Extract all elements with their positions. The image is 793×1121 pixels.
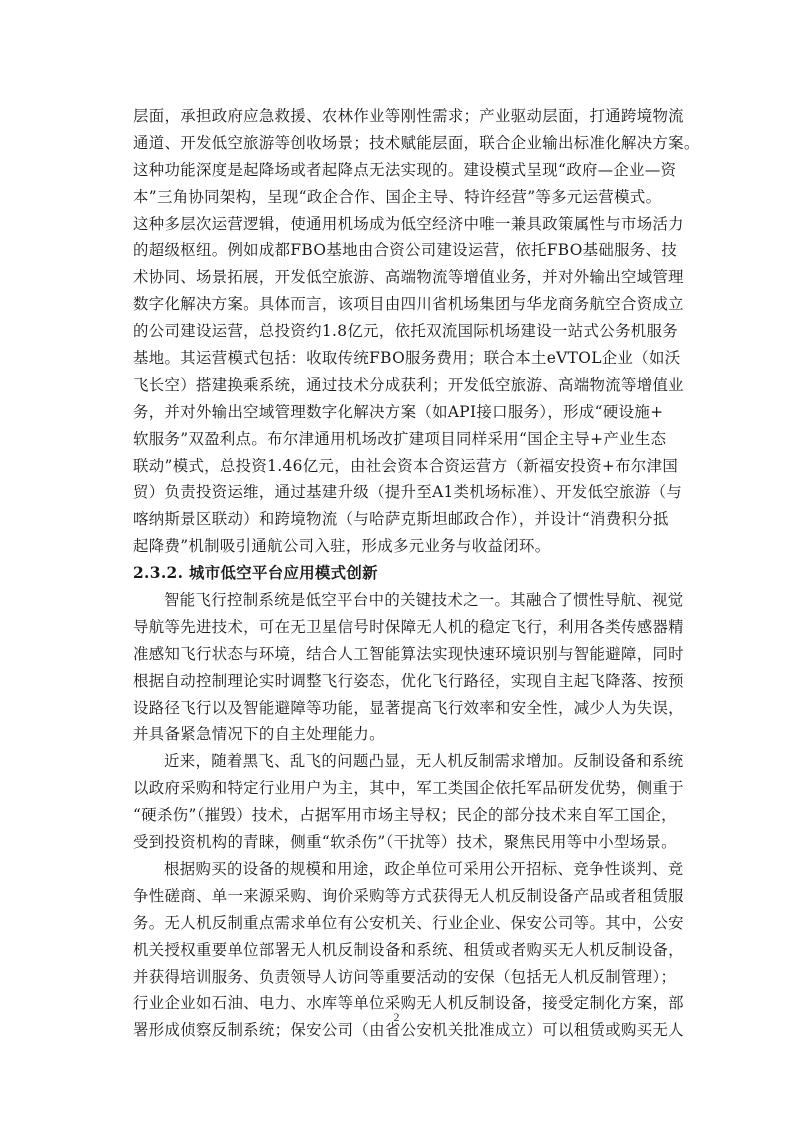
text-line: 喀纳斯景区联动）和跨境物流（与哈萨克斯坦邮政合作），并设计“消费积分抵 bbox=[133, 510, 669, 529]
text-line: 基地。其运营模式包括：收取传统FBO服务费用；联合本土eVTOL企业（如沃 bbox=[133, 349, 681, 368]
text-line: 术协同、场景拓展，开发低空旅游、高端物流等增值业务，并对外输出空域管理 bbox=[133, 268, 684, 287]
text-line: 并具备紧急情况下的自主处理能力。 bbox=[133, 725, 385, 744]
text-line: 这种多层次运营逻辑，使通用机场成为低空经济中唯一兼具政策属性与市场活力 bbox=[133, 214, 684, 233]
paragraph-counter-drone-demand bbox=[133, 748, 684, 856]
text-line: 机关授权重要单位部署无人机反制设备和系统、租赁或者购买无人机反制设备， bbox=[133, 940, 684, 959]
text-line: 层面，承担政府应急救援、农林作业等刚性需求；产业驱动层面，打通跨境物流 bbox=[133, 107, 684, 125]
text-line: 并获得培训服务、负责领导人访问等重要活动的安保（包括无人机反制管理）； bbox=[133, 967, 677, 986]
text-line: 本”三角协同架构，呈现“政企合作、国企主导、特许经营”等多元运营模式。 bbox=[133, 187, 662, 206]
text-line: 数字化解决方案。具体而言，该项目由四川省机场集团与华龙商务航空合资成立 bbox=[133, 295, 684, 314]
text-line: 设路径飞行以及智能避障等功能，显著提高飞行效率和安全性，减少人为失误， bbox=[133, 698, 684, 717]
text-line: 联动”模式，总投资1.46亿元，由社会资本合资运营方（新福安投资+布尔津国 bbox=[133, 456, 679, 475]
text-line: 署形成侦察反制系统；保安公司（由省公安机关批准成立）可以租赁或购买无人 bbox=[133, 1021, 684, 1040]
paragraph-intelligent-flight-control bbox=[133, 587, 684, 748]
text-line: 智能飞行控制系统是低空平台中的关键技术之一。其融合了惯性导航、视觉 bbox=[164, 591, 684, 610]
text-line: 争性磋商、单一来源采购、询价采购等方式获得无人机反制设备产品或者租赁服 bbox=[133, 886, 684, 905]
text-line: 贸）负责投资运维，通过基建升级（提升至A1类机场标准）、开发低空旅游（与 bbox=[133, 483, 683, 502]
text-line: 准感知飞行状态与环境，结合人工智能算法实现快速环境识别与智能避障，同时 bbox=[133, 644, 684, 663]
section-heading: 2.3.2. 城市低空平台应用模式创新 bbox=[133, 564, 378, 583]
text-line: 务。无人机反制重点需求单位有公安机关、行业企业、保安公司等。其中，公安 bbox=[133, 913, 684, 932]
text-line: 通道、开发低空旅游等创收场景；技术赋能层面，联合企业输出标准化解决方案。 bbox=[133, 133, 700, 152]
text-line: “硬杀伤”（摧毁）技术，占据军用市场主导权；民企的部分技术来自军工国企， bbox=[133, 806, 677, 825]
document-body bbox=[133, 103, 700, 1044]
text-line: 这种功能深度是起降场或者起降点无法实现的。建设模式呈现“政府—企业—资 bbox=[133, 160, 677, 179]
text-line: 的公司建设运营，总投资约1.8亿元，依托双流国际机场建设一站式公务机服务 bbox=[133, 322, 678, 341]
text-line: 以政府采购和特定行业用户为主，其中，军工类国企依托军品研发优势，侧重于 bbox=[133, 779, 684, 798]
text-line: 根据购买的设备的规模和用途，政企单位可采用公开招标、竞争性谈判、竞 bbox=[164, 859, 684, 878]
page-number: 2 bbox=[393, 1010, 400, 1024]
text-line: 软服务”双盈利点。布尔津通用机场改扩建项目同样采用“国企主导+产业生态 bbox=[133, 429, 667, 448]
text-line: 务，并对外输出空域管理数字化解决方案（如API接口服务），形成“硬设施+ bbox=[133, 402, 664, 421]
text-line: 根据自动控制理论实时调整飞行姿态，优化飞行路径，实现自主起飞降落、按预 bbox=[133, 671, 684, 690]
text-line: 起降费”机制吸引通航公司入驻，形成多元业务与收益闭环。 bbox=[133, 537, 551, 556]
text-line: 飞长空）搭建换乘系统，通过技术分成获利；开发低空旅游、高端物流等增值业 bbox=[133, 375, 684, 394]
text-line: 导航等先进技术，可在无卫星信号时保障无人机的稳定飞行，利用各类传感器精 bbox=[133, 617, 684, 636]
text-line: 的超级枢纽。例如成都FBO基地由合资公司建设运营，依托FBO基础服务、技 bbox=[133, 241, 678, 260]
text-line: 近来，随着黑飞、乱飞的问题凸显，无人机反制需求增加。反制设备和系统 bbox=[164, 752, 684, 771]
text-line: 受到投资机构的青睐，侧重“软杀伤”（干扰等）技术，聚焦民用等中小型场景。 bbox=[133, 833, 677, 852]
continued-paragraph bbox=[133, 103, 700, 560]
text-line: 行业企业如石油、电力、水库等单位采购无人机反制设备，接受定制化方案，部 bbox=[133, 994, 684, 1013]
